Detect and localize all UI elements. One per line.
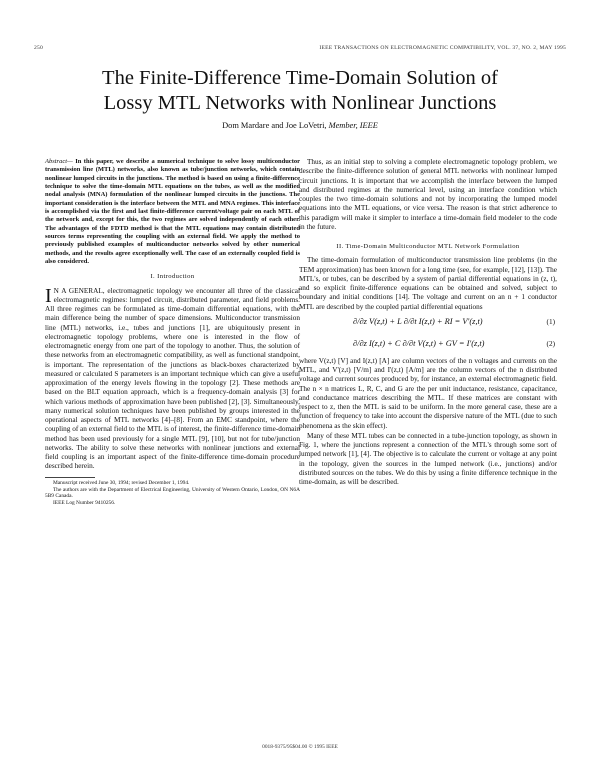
intro-paragraph	[45, 284, 300, 472]
authors: Dom Mardare and Joe LoVetri,	[222, 121, 327, 130]
section-heading-introduction: I. Introduction	[150, 273, 195, 281]
left-column	[45, 158, 300, 507]
footnote-log: IEEE Log Number 9410256.	[53, 500, 116, 507]
intro-text: , electromagnetic topology we encounter all three of the classical electromagnetic regimes: lumped circuit, distributed parameter, and field problems. All three regimes can be formulated as time-domain differential equations, with the main difference being the number of space dimensions. Multiconductor transmission line (MTL) networks, i.e., tubes and junctions [1], are ubiquitously present in electromagnetic topology problems, where one is interested in the flow of electromagnetic energy from one part of the topology to another. Thus, the solution of these networks from an electromagnetic compatibility, as well as functional standpoint, is important. The representation of the junctions as black-boxes characterized by measured or calculated S parameters is an important technique which can give a useful approximation of the energy levels flowing in the topology [2]. These methods are based on the BLT equation approach, which is a frequency-domain analysis [3] for which various methods of approximation have been published [2], [3]. Simultaneously, many numerical solution techniques have been published by groups interested in the operational aspects of MTL networks [4]–[8]. From an EMC standpoint, where the coupling of an external field to the MTL is of interest, the finite-difference time-domain method has been used previously for a single MTL [9], [10], but not for tube/junction networks. The ability to solve these networks with nonlinear junctions and external field coupling is an important aspect of the finite-difference time-domain procedure described herein.	[45, 286, 300, 471]
section-heading-formulation: II. Time-Domain Multiconductor MTL Network Formulation	[336, 243, 520, 250]
right-column	[299, 158, 557, 488]
footnote-received: Manuscript received June 30, 1994; revised December 1, 1994.	[53, 479, 190, 486]
abstract	[45, 158, 300, 266]
formulation-paragraph-3: Many of these MTL tubes can be connected in a tube-junction topology, as shown in Fig. 1, where the junctions represent a connection of the MTL's through some sort of lumped network [1], [4]. The objective is to calculate the current or voltage at any point in the topology, given the sources in the lumped network (i.e., junctions) and/or distributed sources on the tubes. We do this by using a finite difference technique in the time-domain, as will be described.	[299, 431, 557, 486]
equation-2	[299, 335, 557, 357]
paper-title	[40, 66, 560, 116]
journal-line: IEEE TRANSACTIONS ON ELECTROMAGNETIC COMPATIBILITY, VOL. 37, NO. 2, MAY 1995	[319, 45, 566, 51]
equation-2-body: ∂/∂z I(z,t) + C ∂/∂t V(z,t) + GV = I'(z,t)	[353, 338, 485, 348]
right-intro-paragraph: Thus, as an initial step to solving a complete electromagnetic topology problem, we describe the finite-difference solution of general MTL networks with nonlinear lumped circuit junctions. It is important that we accomplish the interface between the lumped and distributed regimes at the numerical level, using an interface condition which couples the two time-domain solutions and not by incorporating the lumped model equations into the MTL equations, or vice versa. The reason is that strict adherence to this paradigm will make it simpler to interface a time-domain field modeler to the code in the future.	[299, 158, 557, 231]
footnotes	[45, 480, 300, 507]
title-line-2: Lossy MTL Networks with Nonlinear Junctions	[103, 92, 497, 114]
abstract-text: In this paper, we describe a numerical technique to solve lossy multiconductor transmission line (MTL) networks, also known as tube/junction networks, which contain nonlinear lumped circuits in the junctions. The method is based on using a finite-difference technique to solve the time-domain MTL equations on the tubes, as well as the modified nodal analysis (MNA) formulation of the nonlinear lumped circuits in the junctions. The important consideration is the interface between the MTL and MNA regimes. This interface is accomplished via the first and last finite-difference current/voltage pair on each MTL of the network and, except for this, the two regimes are solved independently of each other. The advantages of the FDTD method is that the MTL equations may contain distributed sources terms representing the coupling with an external field. We apply the method to previously published examples of multiconductor networks solved by other numerical methods, and the results agree exceptionally well. The case of an externally coupled field is also considered.	[45, 158, 300, 266]
equation-2-number: (2)	[546, 339, 555, 348]
copyright-line: 0018-9375/95$04.00 © 1995 IEEE	[262, 744, 338, 750]
page-number: 250	[34, 45, 43, 51]
abstract-label: Abstract—	[45, 158, 73, 165]
formulation-paragraph-2: where V(z,t) [V] and I(z,t) [A] are column vectors of the n voltages and currents on the MTL, and V'(z,t) [V/m] and I'(z,t) [A/m] are the column vectors of the n distributed voltage and current sources produced by, for instance, an external electromagnetic field. The n × n matrices L, R, C, and G are the per unit inductance, resistance, capacitance, and conductance matrices describing the MTL. If these matrices are constant with respect to z, then the MTL is said to be uniform. In the more general case, these are a function of frequency to take into account the dispersive nature of the MTL (due to such phenomena as the skin effect).	[299, 356, 557, 430]
author-line	[40, 121, 560, 130]
title-line-1: The Finite-Difference Time-Domain Solution of	[102, 67, 498, 89]
drop-cap: I	[45, 284, 52, 307]
formulation-paragraph-1: The time-domain formulation of multiconductor transmission line problems (in the TEM approximation) has been known for a long time (see, for example, [12], [13]). The MTL's, or tubes, can be described by a system of partial differential equations in (z, t), and so explicit finite-difference equations can be obtained and solved, subject to boundary and initial conditions [14]. The voltage and current on an n + 1 conductor MTL are described by the coupled partial differential equations	[299, 256, 557, 311]
equation-1	[299, 313, 557, 335]
footnote-rule	[45, 477, 95, 478]
intro-first-word: N A GENERAL	[53, 286, 103, 295]
member-label: Member, IEEE	[328, 121, 378, 130]
equation-1-number: (1)	[546, 317, 555, 326]
equation-1-body: ∂/∂z V(z,t) + L ∂/∂t I(z,t) + RI = V'(z,t)	[353, 316, 483, 326]
footnote-affiliation: The authors are with the Department of Electrical Engineering, University of Western Ontario, London, ON N6A 5B9 Canada.	[45, 486, 300, 500]
